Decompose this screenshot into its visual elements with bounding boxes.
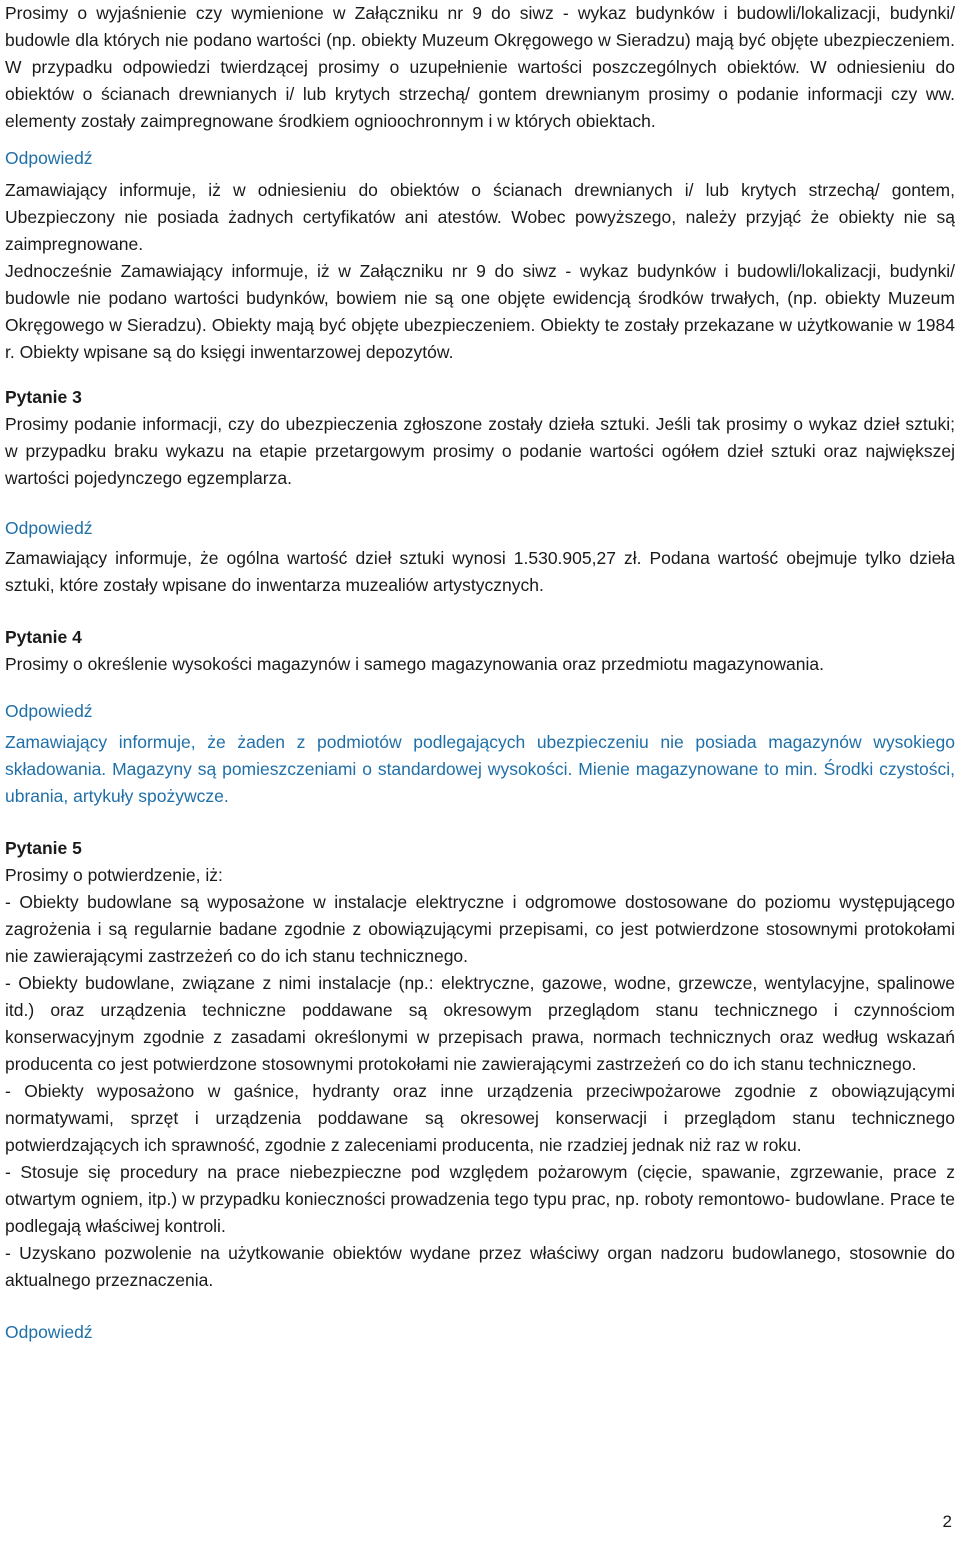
spacer (5, 492, 955, 515)
spacer (5, 810, 955, 835)
answer-4-heading: Odpowiedź (5, 701, 93, 721)
question-5-item: - Uzyskano pozwolenie na użytkowanie obiektów wydane przez właściwy organ nadzoru budowlanego, stosownie do aktualnego przeznaczenia. (5, 1243, 955, 1290)
answer-2-paragraph-1: Zamawiający informuje, iż w odniesieniu do obiektów o ścianach drewnianych i/ lub krytych strzechą/ gontem, Ubezpieczony nie posiada żadnych certyfikatów ani atestów. Wobec powyższego, należy przyjąć że obiekty nie są zaimpregnowane. (5, 180, 955, 254)
spacer (5, 678, 955, 698)
document-page (5, 0, 955, 1346)
page-number: 2 (942, 1512, 952, 1531)
question-3-heading: Pytanie 3 (5, 387, 82, 407)
question-2-continuation: Prosimy o wyjaśnienie czy wymienione w Załączniku nr 9 do siwz - wykaz budynków i budowli/lokalizacji, budynki/ budowle dla których nie podano wartości (np. obiekty Muzeum Okręgowego w Sieradzu) mają być objęte ubezpieczeniem. W przypadku odpowiedzi twierdzącej prosimy o uzupełnienie wartości poszczególnych obiektów. W odniesieniu do obiektów o ścianach drewnianych i/ lub krytych strzechą/ gontem drewnianym prosimy o podanie informacji czy ww. elementy zostały zaimpregnowane środkiem ognioochronnym i w których obiektach. (5, 3, 955, 131)
answer-2-heading: Odpowiedź (5, 148, 93, 168)
question-5-intro: Prosimy o potwierdzenie, iż: (5, 865, 223, 885)
question-3-text: Prosimy podanie informacji, czy do ubezpieczenia zgłoszone zostały dzieła sztuki. Jeśli tak prosimy o wykaz dzieł sztuki; w przypadku braku wykazu na etapie przetargowym prosimy o podanie wartości ogółem dzieł sztuki oraz największej wartości pojedynczego egzemplarza. (5, 414, 955, 488)
answer-3-text: Zamawiający informuje, że ogólna wartość dzieł sztuki wynosi 1.530.905,27 zł. Podana wartość obejmuje tylko dzieła sztuki, które zostały wpisane do inwentarza muzealiów artystycznych. (5, 548, 955, 595)
spacer (5, 599, 955, 624)
answer-3-heading: Odpowiedź (5, 518, 93, 538)
spacer (5, 366, 955, 384)
answer-4-text: Zamawiający informuje, że żaden z podmiotów podlegających ubezpieczeniu nie posiada magazynów wysokiego składowania. Magazyny są pomieszczeniami o standardowej wysokości. Mienie magazynowane to min. Środki czystości, ubrania, artykuły spożywcze. (5, 732, 955, 806)
question-4-text: Prosimy o określenie wysokości magazynów i samego magazynowania oraz przedmiotu magazynowania. (5, 654, 824, 674)
answer-2-paragraph-2: Jednocześnie Zamawiający informuje, iż w Załączniku nr 9 do siwz - wykaz budynków i budowli/lokalizacji, budynki/ budowle nie podano wartości budynków, bowiem nie są one objęte ewidencją środków trwałych, (np. obiekty Muzeum Okręgowego w Sieradzu). Obiekty mają być objęte ubezpieczeniem. Obiekty te zostały przekazane w użytkowanie w 1984 r. Obiekty wpisane są do księgi inwentarzowej depozytów. (5, 261, 955, 362)
question-5-item: - Obiekty wyposażono w gaśnice, hydranty oraz inne urządzenia przeciwpożarowe zgodnie z obowiązującymi normatywami, sprzęt i urządzenia poddawane są okresowej konserwacji i przeglądom stanu technicznego potwierdzających ich sprawność, zgodnie z zaleceniami producenta, nie rzadziej jednak niż raz w roku. (5, 1081, 955, 1155)
question-5-item: - Obiekty budowlane są wyposażone w instalacje elektryczne i odgromowe dostosowane do poziomu występującego zagrożenia i są regularnie badane zgodnie z obowiązującymi przepisami, co jest potwierdzone stosownymi protokołami nie zawierającymi zastrzeżeń co do ich stanu technicznego. (5, 892, 955, 966)
question-4-heading: Pytanie 4 (5, 627, 82, 647)
spacer (5, 1294, 955, 1319)
question-5-item: - Obiekty budowlane, związane z nimi instalacje (np.: elektryczne, gazowe, wodne, grzewcze, wentylacyjne, spalinowe itd.) oraz urządzenia techniczne poddawane są okresowym przeglądom stanu technicznego i czynnościom konserwacyjnym zgodnie z zasadami określonymi w przepisach prawa, normach technicznych oraz według wskazań producenta co jest potwierdzone stosownymi protokołami nie zawierającymi zastrzeżeń co do ich stanu technicznego. (5, 973, 955, 1074)
question-5-heading: Pytanie 5 (5, 838, 82, 858)
answer-5-heading: Odpowiedź (5, 1322, 93, 1342)
spacer (5, 135, 955, 145)
question-5-item: - Stosuje się procedury na prace niebezpieczne pod względem pożarowym (cięcie, spawanie, zgrzewanie, prace z otwartym ogniem, itp.) w przypadku konieczności prowadzenia tego typu prac, np. roboty remontowo- budowlane. Prace te podlegają właściwej kontroli. (5, 1162, 955, 1236)
